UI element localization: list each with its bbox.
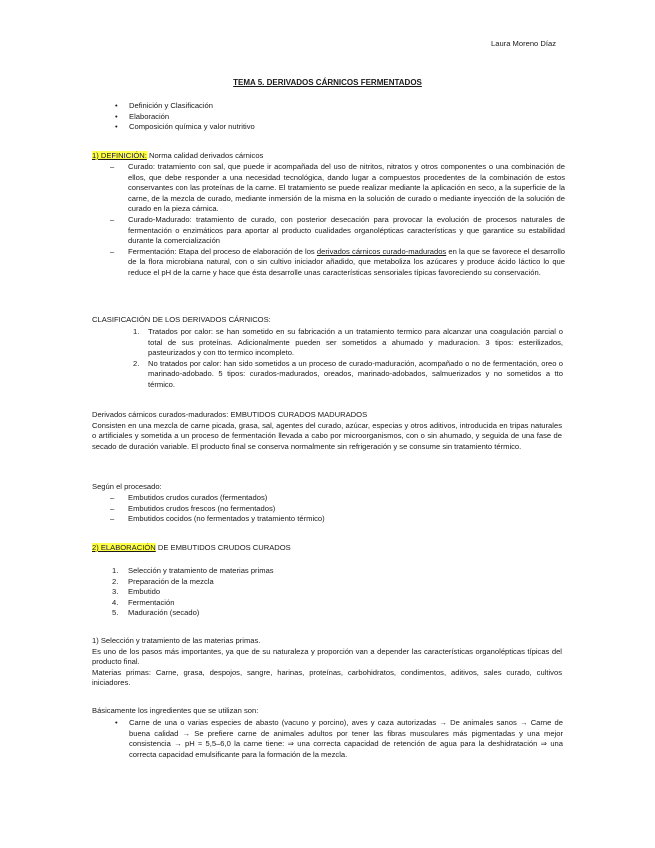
procesado-heading: Según el procesado: bbox=[92, 482, 162, 491]
ingredientes-list bbox=[115, 718, 563, 760]
list-item: – Fermentación: Etapa del proceso de elaboración de los derivados cárnicos curado-madurados en la que se favorece el desarrollo de la flora microbiana natural, con o sin cultivo iniciador añadido, que metaboliza los azúcares y produce ácido láctico lo que reduce el pH de la carne y hace que ésta desarrolle unas características sensoriales típicas favoreciendo su conservación. bbox=[110, 246, 565, 277]
list-item: • Composición química y valor nutritivo bbox=[115, 122, 255, 132]
seleccion-heading: 1) Selección y tratamiento de las materias primas. bbox=[92, 636, 261, 645]
list-item: • Carne de una o varias especies de abasto (vacuno y porcino), aves y caza autorizadas → De animales sanos → Carne de buena calidad → Se prefiere carne de animales adultos por tener las fibras musculares más pigmentadas y una mejor consistencia → pH ≈ 5,5–6,0 la carne tiene: ⇒ una correcta capacidad de retención de agua para la deshidratación ⇒ una correcta capacidad emulsificante para la formación de la mezcla. bbox=[115, 718, 563, 759]
dash-icon: – bbox=[110, 493, 115, 502]
dash-icon: – bbox=[110, 514, 115, 524]
list-item: 1. Selección y tratamiento de materias primas bbox=[112, 566, 274, 575]
dash-icon: – bbox=[110, 246, 115, 256]
list-item: – Embutidos crudos frescos (no fermentados) bbox=[110, 503, 276, 513]
derivados-text: Consisten en una mezcla de carne picada, grasa, sal, agentes del curado, azúcar, especias y otros aditivos, introducida en tripas naturales o artificiales y sometida a un proceso de fermentación llevada a cabo por microorganismos, con o sin ahumado, y seguida de una fase de secado de duración variable. El producto final se conserva normalmente sin refrigeración y se consume sin tratamiento térmico. bbox=[92, 420, 562, 451]
clasificacion-list bbox=[133, 327, 563, 391]
author-name: Laura Moreno Díaz bbox=[491, 39, 557, 48]
list-item: • Definición y Clasificación bbox=[115, 101, 213, 110]
list-item: 5. Maduración (secado) bbox=[112, 608, 200, 618]
document-title: TEMA 5. DERIVADOS CÁRNICOS FERMENTADOS bbox=[233, 78, 422, 87]
bullet-icon: • bbox=[115, 718, 118, 727]
dash-icon: – bbox=[110, 503, 115, 513]
list-item: 2. Preparación de la mezcla bbox=[112, 576, 214, 586]
seleccion-block bbox=[92, 636, 562, 689]
bullet-icon: • bbox=[115, 101, 118, 110]
list-item: – Curado: tratamiento con sal, que puede ir acompañada del uso de nitritos, nitratos y otros componentes o una combinación de ellos, que debe responder a una necesidad tecnológica, dando lugar a compuestos procedentes de la combinación de estos conservantes con las proteínas de la carne. El tratamiento se puede realizar mediante la aplicación en seco, a la superficie de la carne, de la mezcla de curado, mediante inmersión de la misma en la solución de curado o mediante inyección de la solución de curado en la pieza cárnica. bbox=[110, 162, 565, 214]
bullet-icon: • bbox=[115, 111, 118, 121]
list-item: • Elaboración bbox=[115, 111, 170, 121]
highlighted-label: 2) ELABORACIÓN bbox=[92, 543, 156, 552]
list-item: – Embutidos crudos curados (fermentados) bbox=[110, 493, 268, 502]
bullet-icon: • bbox=[115, 122, 118, 132]
list-item: – Embutidos cocidos (no fermentados y tratamiento térmico) bbox=[110, 514, 325, 524]
procesado-list bbox=[110, 493, 565, 525]
seleccion-text: Es uno de los pasos más importantes, ya que de su naturaleza y proporción van a depender las características organolépticas típicas del producto final. bbox=[92, 646, 562, 667]
highlighted-label: 1) DEFINICIÓN: bbox=[92, 151, 147, 160]
derivados-block bbox=[92, 410, 562, 452]
intro-bullet-list bbox=[115, 101, 535, 133]
materias-primas-text: Materias primas: Carne, grasa, despojos, sangre, harinas, proteínas, carbohidratos, condimentos, aditivos, sales curado, cultivos iniciadores. bbox=[92, 667, 562, 688]
section-2-heading: 2) ELABORACIÓN DE EMBUTIDOS CRUDOS CURADOS bbox=[92, 543, 291, 552]
list-item: 4. Fermentación bbox=[112, 597, 175, 607]
list-item: 3. Embutido bbox=[112, 587, 161, 597]
definition-list bbox=[110, 162, 565, 279]
list-item: – Curado-Madurado: tratamiento de curado, con posterior desecación para provocar la evolución de procesos naturales de fermentación o enzimáticos para aportar al producto cualidades organolépticas características y que garantice su estabilidad durante la comercialización bbox=[110, 214, 565, 246]
dash-icon: – bbox=[110, 214, 115, 224]
section-1-heading: 1) DEFINICIÓN: Norma calidad derivados cárnicos bbox=[92, 151, 264, 160]
list-item: 1. Tratados por calor: se han sometido en su fabricación a un tratamiento termico para alcanzar una coagulación parcial o total de sus proteínas. Adicionalmente pueden ser sometidos a ahumado y maduracion. 3 tipos: esterilizados, pasteurizados y con tto termico incompleto. bbox=[133, 327, 563, 358]
clasificacion-heading: CLASIFICACIÓN DE LOS DERIVADOS CÁRNICOS: bbox=[92, 315, 271, 324]
dash-icon: – bbox=[110, 162, 115, 171]
list-item: 2. No tratados por calor: han sido sometidos a un proceso de curado-maduración, acompañado o no de fermentación, oreo o marinado-adobado. 5 tipos: curados-madurados, oreados, marinado-adobados, salmuerizados y no sometidos a tto térmico. bbox=[133, 358, 563, 389]
derivados-heading: Derivados cárnicos curados-madurados: EMBUTIDOS CURADOS MADURADOS bbox=[92, 410, 368, 419]
elaboracion-steps bbox=[112, 566, 274, 619]
basicamente-heading: Básicamente los ingredientes que se utilizan son: bbox=[92, 706, 259, 715]
